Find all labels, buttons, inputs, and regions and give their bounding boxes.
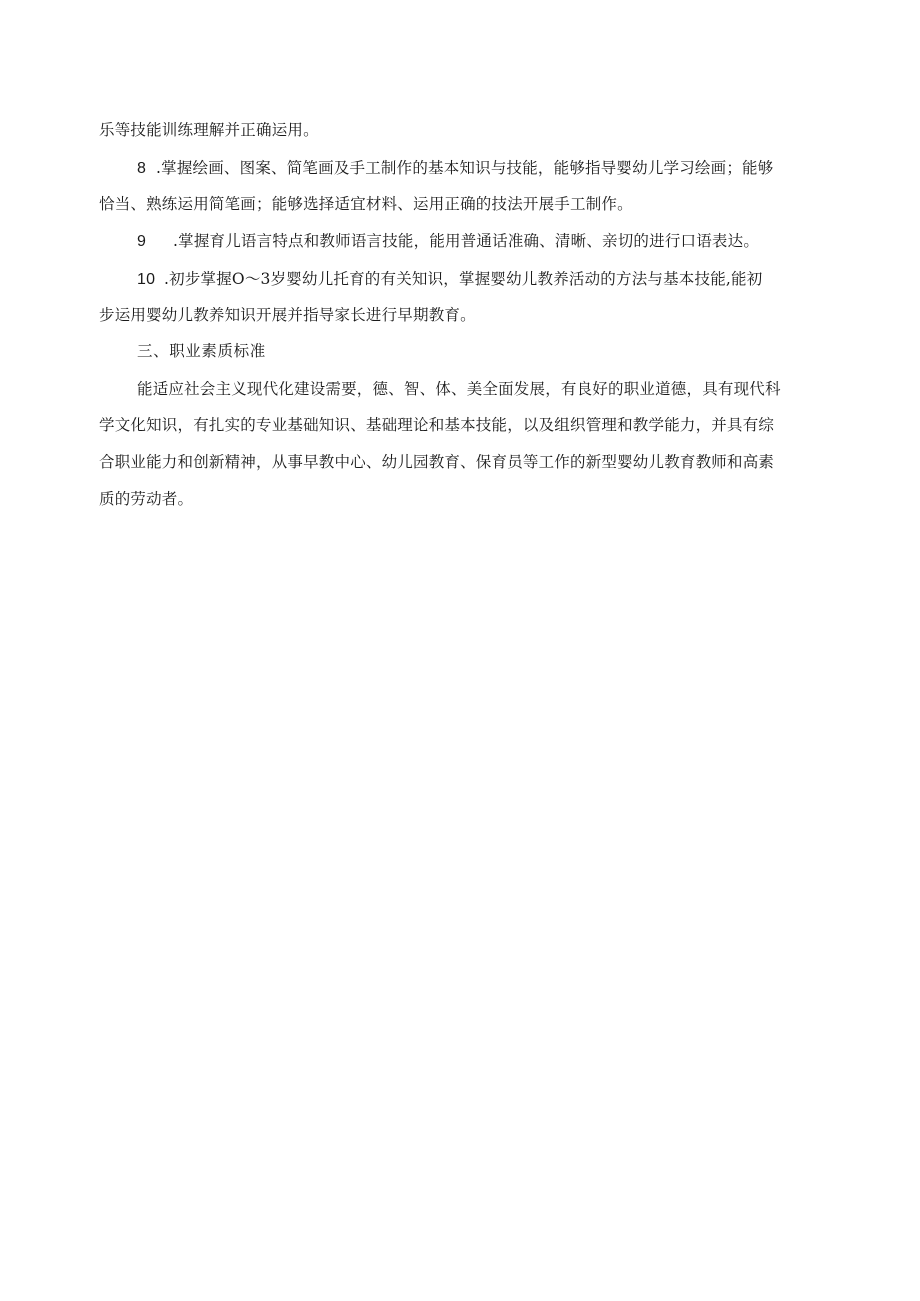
item-number: 10 [137, 271, 156, 288]
paragraph-line: 质的劳动者。 [99, 490, 194, 508]
item-number: 9 [137, 233, 147, 250]
paragraph-line: 能适应社会主义现代化建设需要，德、智、体、美全面发展，有良好的职业道德，具有现代科 [137, 380, 781, 398]
list-item-10 [137, 269, 762, 290]
section-heading: 三、职业素质标准 [137, 342, 266, 360]
item-number: 8 [137, 160, 147, 177]
item-text: .掌握绘画、图案、简笔画及手工制作的基本知识与技能，能够指导婴幼儿学习绘画；能够 [156, 159, 774, 177]
list-item-9 [137, 231, 759, 252]
list-item-8-continuation: 恰当、熟练运用简笔画；能够选择适宜材料、运用正确的技法开展手工制作。 [99, 195, 633, 213]
list-item-10-continuation: 步运用婴幼儿教养知识开展并指导家长进行早期教育。 [99, 306, 476, 324]
paragraph-line: 学文化知识，有扎实的专业基础知识、基础理论和基本技能，以及组织管理和教学能力，并具有综 [99, 416, 775, 434]
item-text: .掌握育儿语言特点和教师语言技能，能用普通话准确、清晰、亲切的进行口语表达。 [173, 232, 760, 250]
paragraph-line: 合职业能力和创新精神，从事早教中心、幼儿园教育、保育员等工作的新型婴幼儿教育教师和高素 [99, 453, 775, 471]
list-item-8 [137, 158, 773, 179]
paragraph-continuation: 乐等技能训练理解并正确运用。 [99, 121, 319, 139]
item-text: .初步掌握O～3岁婴幼儿托育的有关知识，掌握婴幼儿教养活动的方法与基本技能,能初 [164, 270, 763, 288]
